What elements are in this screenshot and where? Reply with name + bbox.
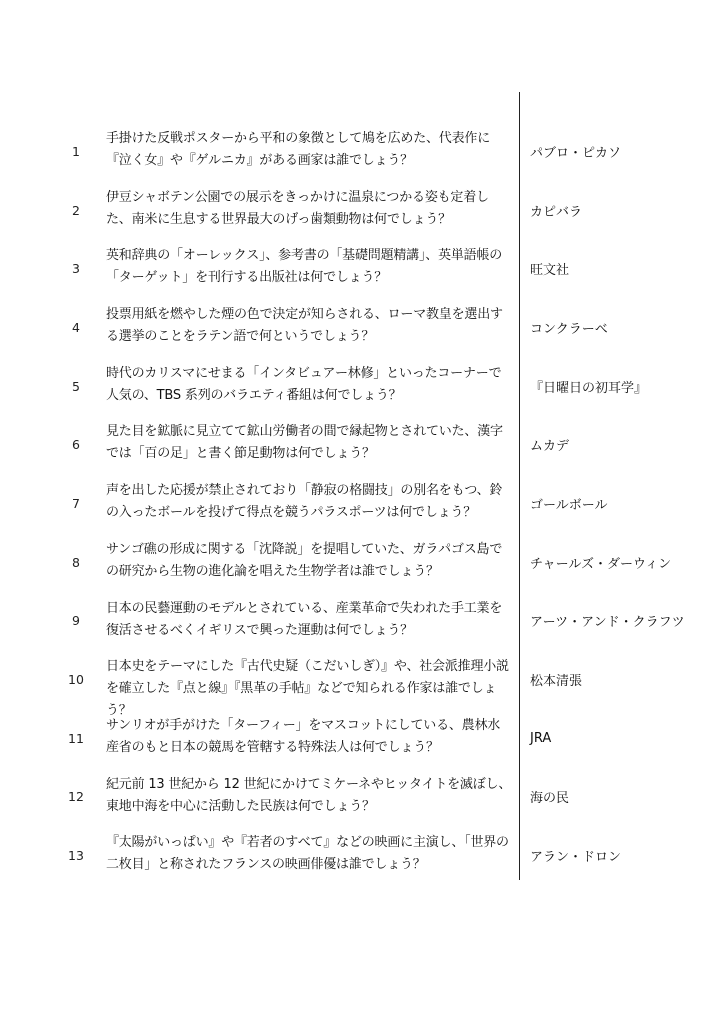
answer-text: 海の民 — [530, 791, 570, 807]
quiz-row — [0, 415, 724, 474]
question-number: 5 — [72, 378, 80, 394]
question-number: 4 — [72, 319, 80, 335]
question-text: 伊豆シャボテン公園での展示をきっかけに温泉につかる姿も定着した、南米に生息する世界最大のげっ歯類動物は何でしょう？ — [106, 189, 489, 227]
question-text: 英和辞典の「オーレックス」、参考書の「基礎問題精講」、英単語帳の「ターゲット」を刊行する出版社は何でしょう？ — [106, 248, 503, 286]
answer-text: ムカデ — [530, 439, 570, 455]
question-text: サンゴ礁の形成に関する「沈降説」を提唱していた、ガラパゴス島での研究から生物の進化論を唱えた生物学者は誰でしょう？ — [106, 541, 503, 579]
question-number: 10 — [68, 672, 84, 688]
quiz-row — [0, 592, 724, 651]
quiz-row — [0, 357, 724, 416]
answer-text: 『日曜日の初耳学』 — [530, 380, 648, 396]
quiz-row — [0, 239, 724, 298]
quiz-row — [0, 826, 724, 885]
question-text: 日本の民藝運動のモデルとされている、産業革命で失われた手工業を復活させるべくイギリスで興った運動は何でしょう？ — [106, 600, 503, 638]
question-number: 3 — [72, 261, 80, 277]
question-number: 9 — [72, 613, 80, 629]
question-number: 13 — [68, 848, 84, 864]
question-number: 11 — [68, 730, 84, 746]
question-text: 時代のカリスマにせまる「インタビュアー林修」といったコーナーで人気の、TBS 系列のバラエティ番組は何でしょう？ — [106, 365, 502, 403]
quiz-row — [0, 768, 724, 827]
question-text: 『太陽がいっぱい』や『若者のすべて』などの映画に主演し、「世界の二枚目」と称されたフランスの映画俳優は誰でしょう？ — [106, 835, 509, 873]
answer-text: カピバラ — [530, 204, 583, 220]
question-text: サンリオが手がけた「ターフィー」をマスコットにしている、農林水産省のもと日本の競馬を管轄する特殊法人は何でしょう？ — [106, 717, 501, 755]
answer-text: 松本清張 — [530, 674, 583, 690]
question-text: 手掛けた反戦ポスターから平和の象徴として鳩を広めた、代表作に『泣く女』や『ゲルニカ』がある画家は誰でしょう？ — [106, 131, 491, 168]
question-text: 日本史をテーマにした『古代史疑（こだいしぎ）』や、社会派推理小説を確立した『点と線』『黒革の手帖』などで知られる作家は誰でしょう？ — [106, 659, 509, 719]
answer-text: 旺文社 — [530, 263, 570, 279]
answer-text: チャールズ・ダーウィン — [530, 556, 672, 572]
question-text: 声を出した応援が禁止されており「静寂の格闘技」の別名をもつ、鈴の入ったボールを投げて得点を競うパラスポーツは何でしょう？ — [106, 483, 503, 521]
question-number: 8 — [72, 554, 80, 570]
quiz-row — [0, 122, 724, 181]
question-number: 12 — [68, 789, 84, 805]
question-number: 2 — [72, 202, 80, 218]
answer-text: コンクラーベ — [530, 321, 608, 337]
quiz-row — [0, 709, 724, 768]
question-text: 投票用紙を燃やした煙の色で決定が知らされる、ローマ教皇を選出する選挙のことをラテン語で何というでしょう？ — [106, 307, 503, 345]
answer-text: JRA — [530, 730, 552, 746]
answer-text: ゴールボール — [530, 497, 608, 513]
question-text: 紀元前 13 世紀から 12 世紀にかけてミケーネやヒッタイトを滅ぼし、東地中海を中心に活動した民族は何でしょう？ — [106, 776, 512, 814]
answer-text: パブロ・ピカソ — [530, 145, 622, 161]
quiz-row — [0, 474, 724, 533]
question-number: 1 — [72, 143, 80, 159]
quiz-rows — [0, 122, 724, 885]
answer-text: アーツ・アンド・クラフツ — [530, 615, 685, 631]
quiz-row — [0, 181, 724, 240]
quiz-row — [0, 650, 724, 719]
question-number: 6 — [72, 437, 80, 453]
question-number: 7 — [72, 495, 80, 511]
question-text: 見た目を鉱脈に見立てて鉱山労働者の間で縁起物とされていた、漢字では「百の足」と書く節足動物は何でしょう？ — [106, 424, 503, 462]
answer-text: アラン・ドロン — [530, 850, 622, 866]
quiz-row — [0, 533, 724, 592]
quiz-row — [0, 298, 724, 357]
